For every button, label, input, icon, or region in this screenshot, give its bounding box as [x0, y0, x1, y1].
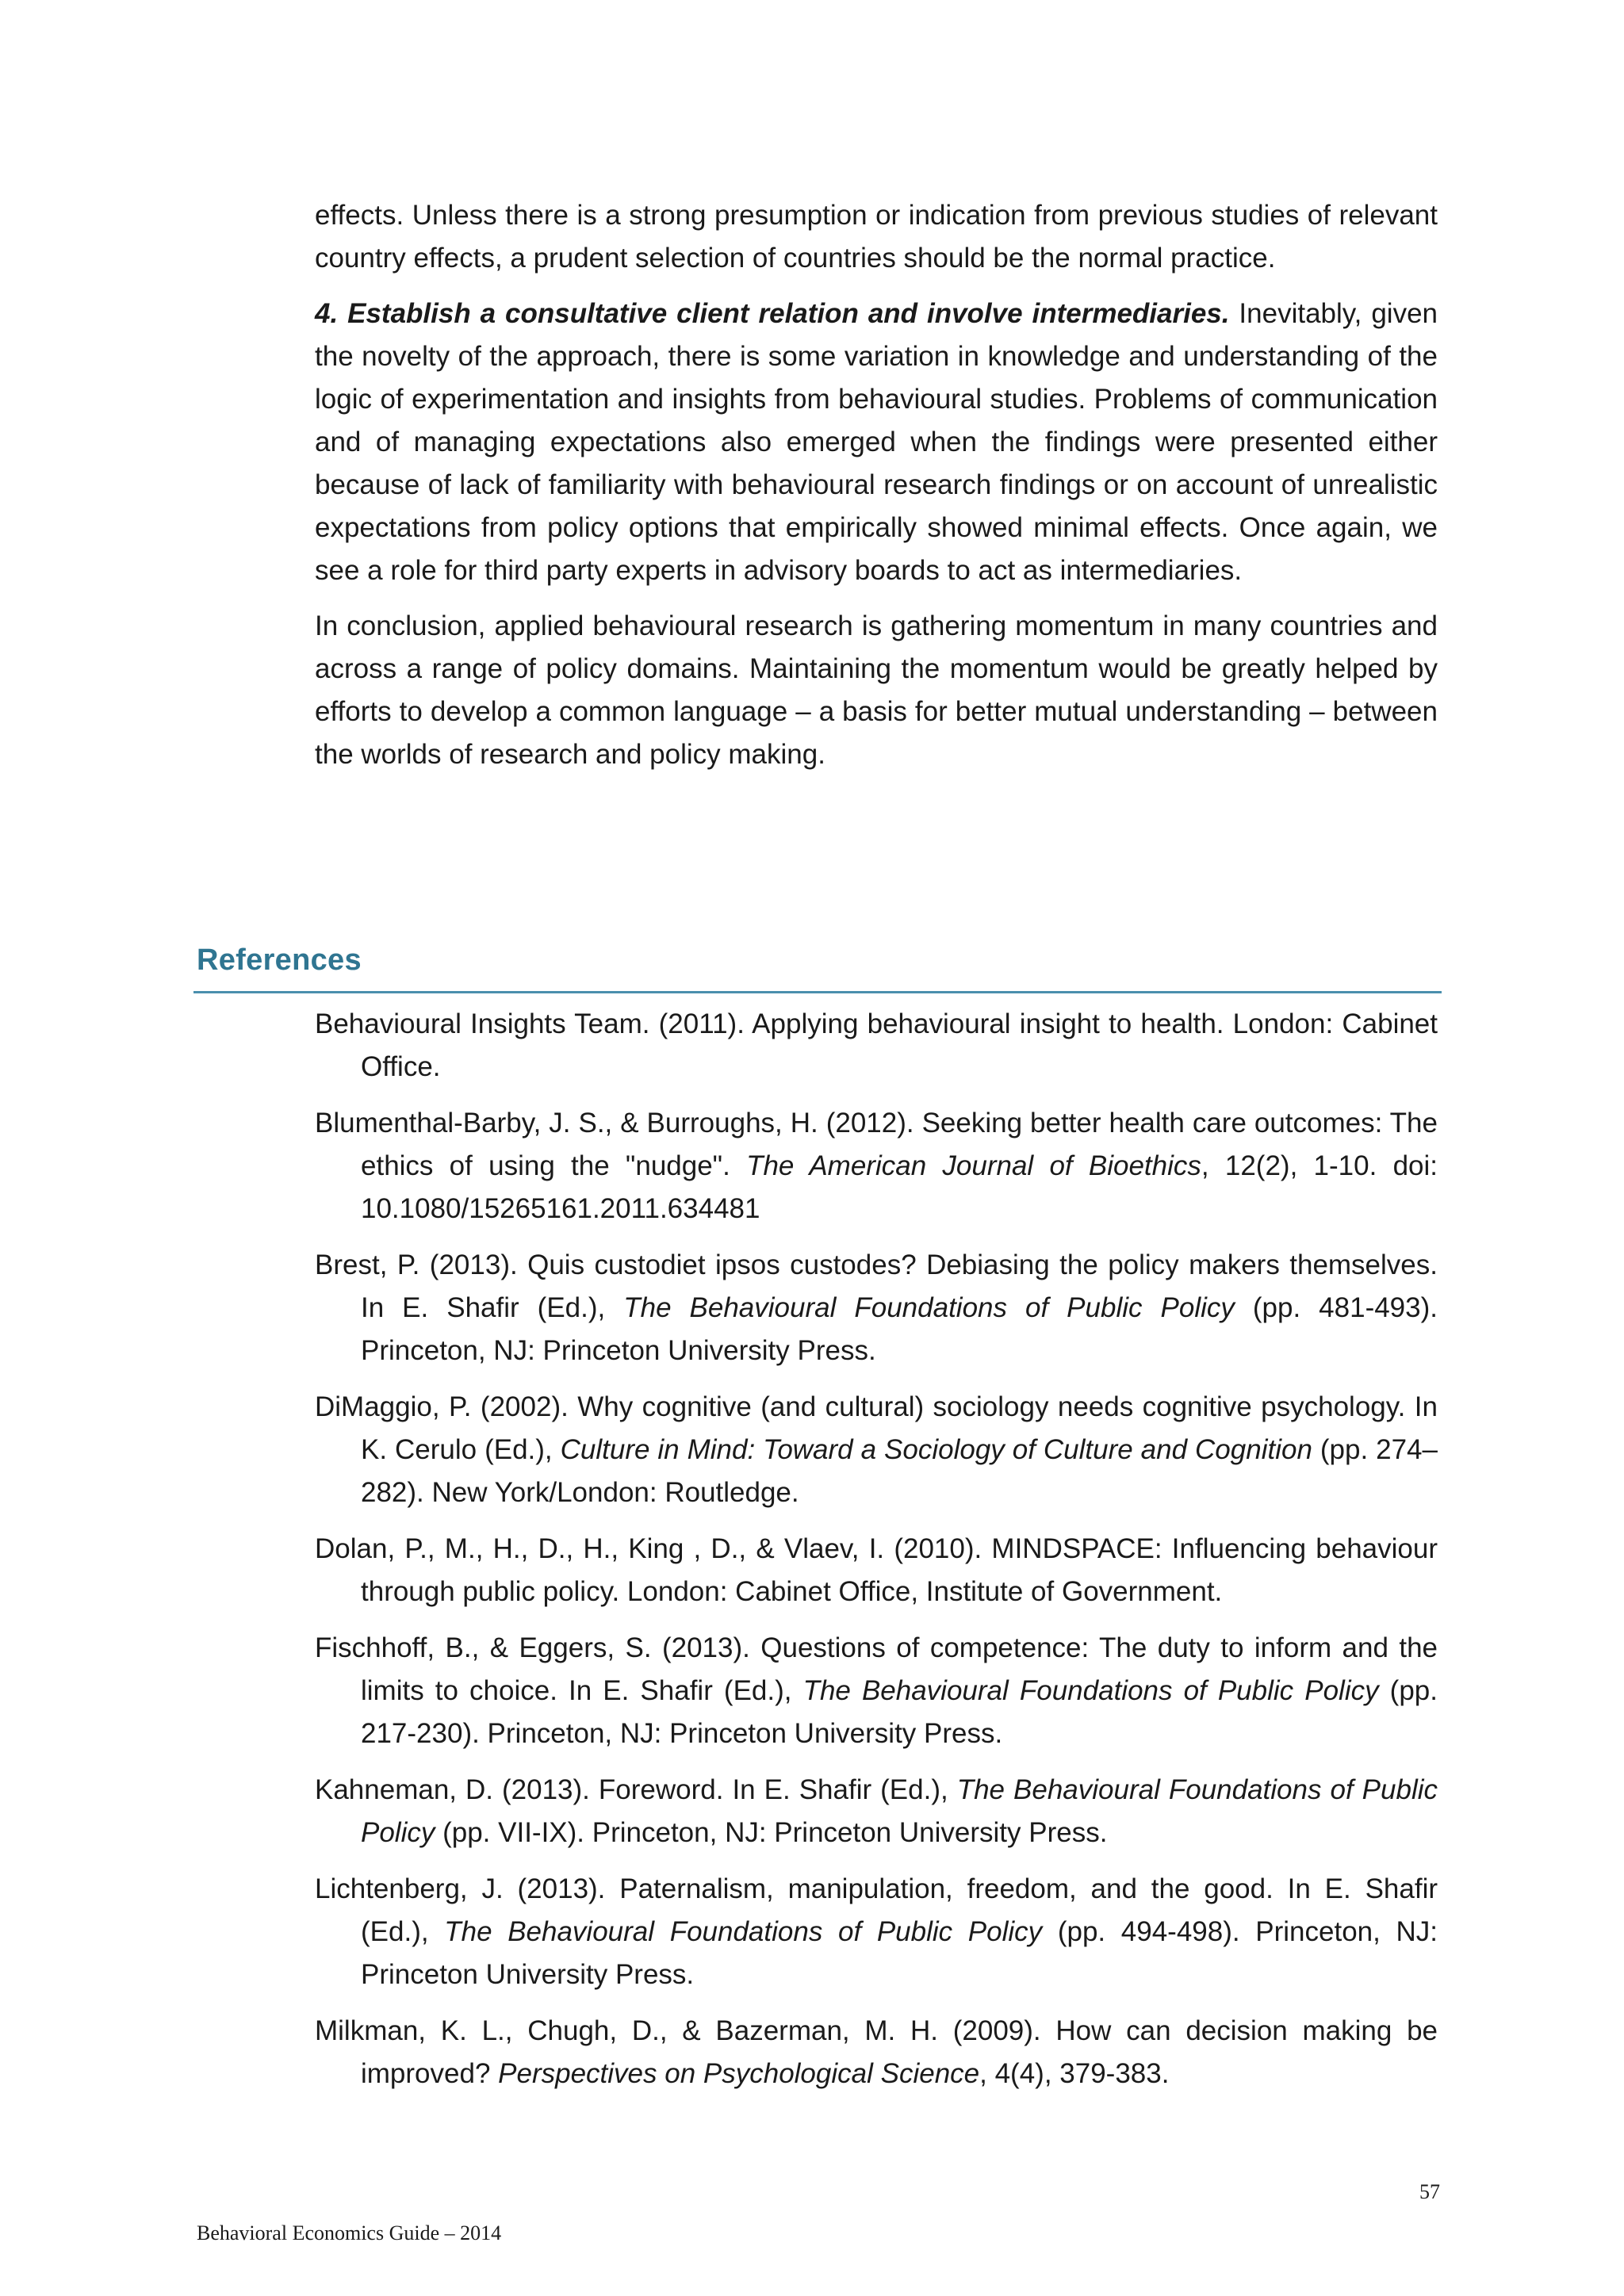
reference-item: DiMaggio, P. (2002). Why cognitive (and cultural) sociology needs cognitive psychology. In K. Cerulo (Ed.), Culture in Mind: Toward a Sociology of Culture and Cognition (pp. 274–282). New York/London: Routledge.: [315, 1391, 1438, 1508]
paragraph-text: Inevitably, given the novelty of the approach, there is some variation in knowledge and understanding of the logic of experimentation and insights from behavioural studies. Problems of communication and of managing expectations also emerged when the findings were presented either because of lack of familiarity with behavioural research findings or on account of unrealistic expectations from policy options that empirically showed minimal effects. Once again, we see a role for third party experts in advisory boards to act as intermediaries.: [315, 298, 1438, 586]
reference-item: Kahneman, D. (2013). Foreword. In E. Shafir (Ed.), The Behavioural Foundations of Public Policy (pp. VII-IX). Princeton, NJ: Princeton University Press.: [315, 1774, 1438, 1848]
paragraph-consultative: [315, 293, 1438, 592]
page-number: 57: [1419, 2180, 1440, 2203]
paragraph-conclusion: [315, 605, 1438, 776]
paragraph-lead: 4. Establish a consultative client relation and involve intermediaries.: [315, 298, 1230, 329]
reference-item: Fischhoff, B., & Eggers, S. (2013). Questions of competence: The duty to inform and the limits to choice. In E. Shafir (Ed.), The Behavioural Foundations of Public Policy (pp. 217-230). Princeton, NJ: Princeton University Press.: [315, 1632, 1438, 1749]
footer-title: Behavioral Economics Guide – 2014: [197, 2221, 502, 2244]
reference-item: Behavioural Insights Team. (2011). Applying behavioural insight to health. London: Cabinet Office.: [315, 1008, 1438, 1082]
paragraph-text: In conclusion, applied behavioural research is gathering momentum in many countries and across a range of policy domains. Maintaining the momentum would be greatly helped by efforts to develop a common language – a basis for better mutual understanding – between the worlds of research and policy making.: [315, 610, 1438, 770]
references-divider: [193, 991, 1442, 993]
reference-item: Dolan, P., M., H., D., H., King , D., & Vlaev, I. (2010). MINDSPACE: Influencing behaviour through public policy. London: Cabinet Office, Institute of Government.: [315, 1533, 1438, 1607]
reference-item: Lichtenberg, J. (2013). Paternalism, manipulation, freedom, and the good. In E. Shafir (Ed.), The Behavioural Foundations of Public Policy (pp. 494-498). Princeton, NJ: Princeton University Press.: [315, 1873, 1438, 1990]
reference-item: Milkman, K. L., Chugh, D., & Bazerman, M. H. (2009). How can decision making be improved? Perspectives on Psychological Science, 4(4), 379-383.: [315, 2015, 1438, 2089]
references-list: [315, 1003, 1438, 2109]
paragraph-effects: [315, 194, 1438, 280]
paragraph-text: effects. Unless there is a strong presumption or indication from previous studies of relevant country effects, a prudent selection of countries should be the normal practice.: [315, 200, 1438, 274]
references-heading: References: [197, 943, 362, 977]
body-text: [315, 194, 1438, 776]
reference-item: Brest, P. (2013). Quis custodiet ipsos custodes? Debiasing the policy makers themselves. In E. Shafir (Ed.), The Behavioural Foundations of Public Policy (pp. 481-493). Princeton, NJ: Princeton University Press.: [315, 1249, 1438, 1366]
reference-item: Blumenthal-Barby, J. S., & Burroughs, H. (2012). Seeking better health care outcomes: The ethics of using the "nudge". The American Journal of Bioethics, 12(2), 1-10. doi: 10.1080/15265161.2011.634481: [315, 1108, 1438, 1224]
